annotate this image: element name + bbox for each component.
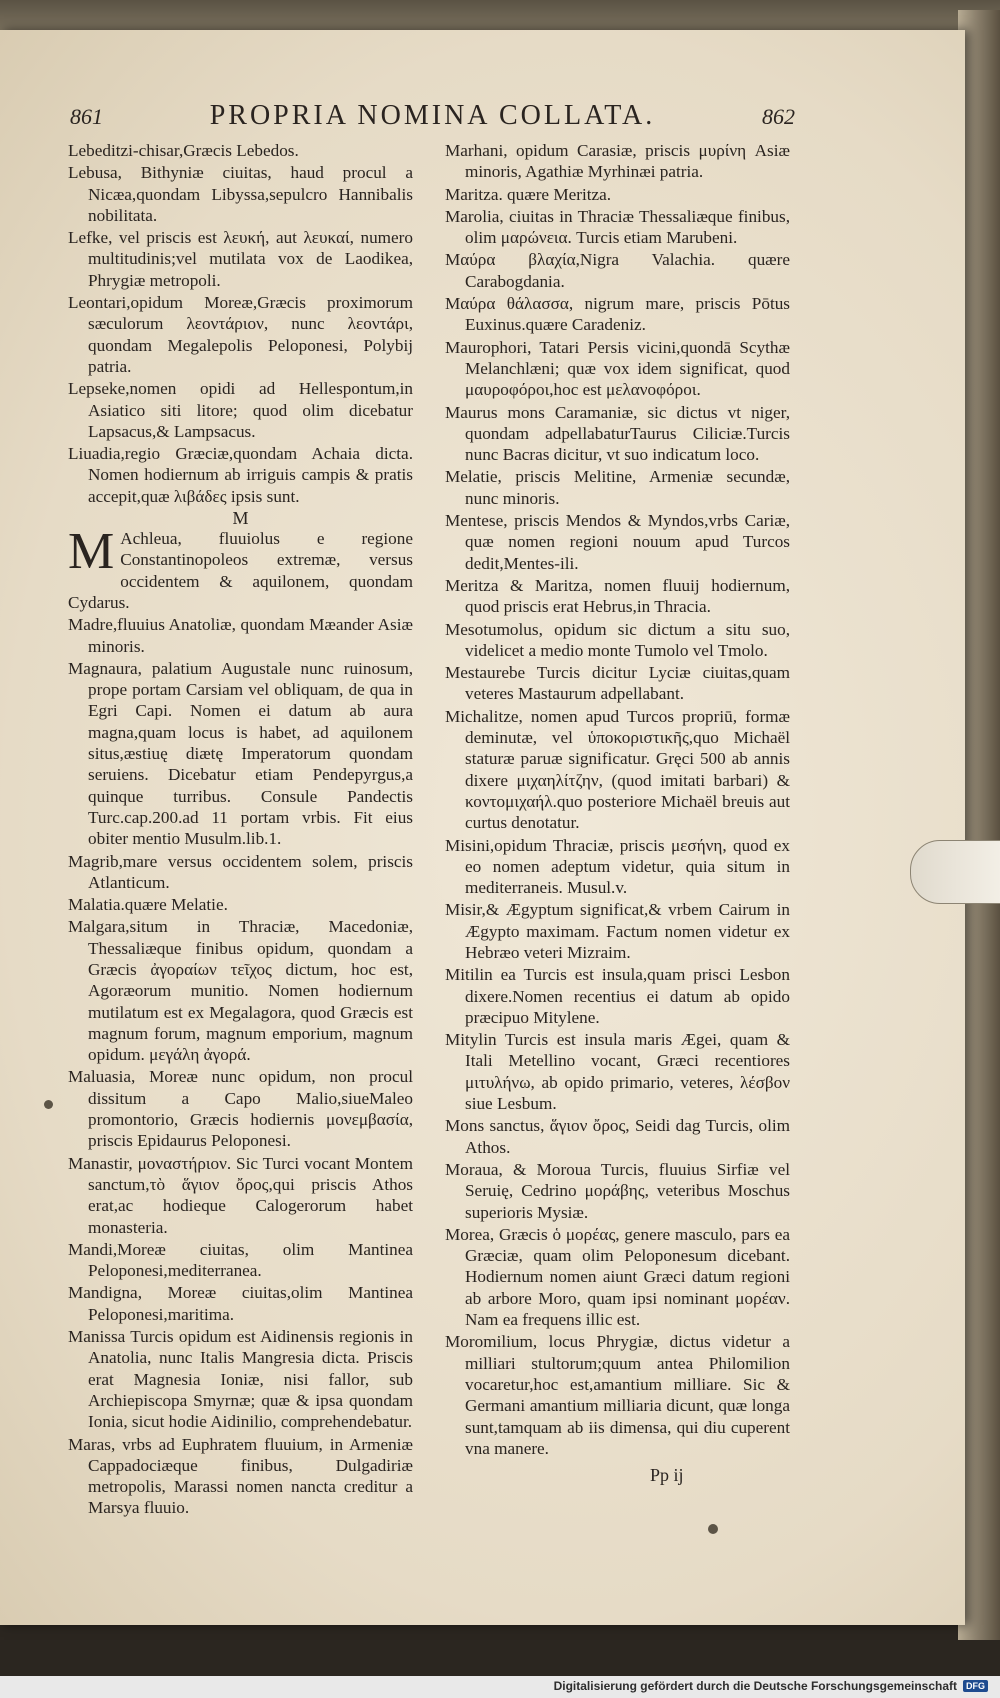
dictionary-entry: Leontari,opidum Moreæ,Græcis proximorum sæculorum λεοντάριον, nunc λεοντάρι, quondam Megalepolis Peloponesi, Polybij patria. (68, 293, 413, 376)
dictionary-entry: Marolia, ciuitas in Thraciæ Thessaliæque finibus, olim μαρώνεια. Turcis etiam Marubeni. (445, 206, 790, 248)
dictionary-entry: Mandigna, Moreæ ciuitas,olim Mantinea Peloponesi,maritima. (68, 1283, 413, 1324)
funding-text: Digitalisierung gefördert durch die Deutsche Forschungsgemeinschaft (553, 1679, 957, 1693)
dictionary-entry: Misini,opidum Thraciæ, priscis μεσήνη, quod ex eo nomen adeptum videtur, quia situm in mediterraneis. Musul.v. (445, 835, 790, 898)
page-number-right: 862 (761, 104, 795, 129)
dictionary-entry: Magrib,mare versus occidentem solem, priscis Atlanticum. (68, 851, 413, 892)
dictionary-entry: Meritza & Maritza, nomen fluuij hodiernum, quod priscis erat Hebrus,in Thracia. (445, 575, 790, 617)
scan-background-top (0, 0, 1000, 32)
paper-spot (44, 1100, 53, 1109)
dictionary-entry: Μαύρα βλαχία,Nigra Valachia. quære Carabogdania. (445, 250, 790, 291)
dictionary-entry: Mitylin Turcis est insula maris Ægei, quam & Itali Metellino vocant, Græci recentiores μιτυλήνω, ab opido primario, veteres, λέσβον siue Lesbum. (445, 1030, 790, 1114)
dictionary-entry: Morea, Græcis ὁ μορέας, genere masculo, pars ea Græciæ, quam olim Peloponesum dicebant. Hodiernum nomen aiunt Græci datum regioni ab arbore Moro, quam ipsi nominant μορέαν. Nam ea frequens illic est. (445, 1224, 790, 1330)
dictionary-entry: Lebusa, Bithyniæ ciuitas, haud procul a Nicæa,quondam Libyssa,sepulcro Hannibalis nobilitata. (68, 163, 413, 225)
dictionary-entry: Melatie, priscis Melitine, Armeniæ secundæ, nunc minoris. (445, 467, 790, 508)
dictionary-entry: Madre,fluuius Anatoliæ, quondam Mæander Asiæ minoris. (68, 615, 413, 656)
dictionary-entry: Μαύρα θάλασσα, nigrum mare, priscis Pōtus Euxinus.quære Caradeniz. (445, 294, 790, 335)
dictionary-entry: Michalitze, nomen apud Turcos propriū, formæ deminutæ, vel ὑποκοριστικῆς,quo Michaël staturæ paruæ significatur. Gręci 500 ab annis dixere μιχαηλίτζην, (quod imitati barbari) & κοντομιχαήλ.quo posteriore Michaël breuis aut curtus denotatur. (445, 706, 790, 833)
dictionary-entry: Mons sanctus, ἅγιον ὄρος, Seidi dag Turcis, olim Athos. (445, 1116, 790, 1157)
dictionary-entry: Mentese, priscis Mendos & Myndos,vrbs Cariæ, quæ nomen regioni nouum apud Turcos dedit,Mentes-ili. (445, 511, 790, 573)
dictionary-entry: Maurophori, Tatari Persis vicini,quondā Scythæ Melanchlæni; quæ vox idem significat, quod μαυροφόροι,hoc est μελανοφόροι. (445, 337, 790, 400)
dictionary-entry: Maluasia, Moreæ nunc opidum, non procul dissitum a Capo Malio,siueMaleo promontorio, Græcis hodiernis μονεμβασία, priscis Epidaurus Peloponesi. (68, 1067, 413, 1151)
entries-l-block (68, 140, 413, 507)
dictionary-entry: Lebeditzi-chisar,Græcis Lebedos. (68, 141, 299, 160)
page-number-left: 861 (70, 104, 103, 129)
left-column (68, 140, 413, 1520)
right-column (445, 140, 790, 1460)
dictionary-entry: Maras, vrbs ad Euphratem fluuium, in Armeniæ Cappadociæque finibus, Dulgadiriæ metropolis, Marassi nomen nancta creditur a Marsya fluuio. (68, 1434, 413, 1518)
dictionary-entry: Lepseke,nomen opidi ad Hellespontum,in Asiatico siti litore; quod olim dicebatur Lapsacus,& Lampsacus. (68, 379, 413, 441)
dictionary-entry: Manissa Turcis opidum est Aidinensis regionis in Anatolia, nunc Italis Mangresia dicta. Priscis erat Magnesia Ioniæ, nisi fallor, sub Archiepiscopa Smyrnæ; quæ & ipsa quondam Ionia, sicut hodie Aidinilio, comprehendebatur. (68, 1327, 413, 1432)
entries-m-block (68, 614, 413, 1518)
funding-notice (554, 1679, 988, 1693)
dictionary-entry: Moraua, & Moroua Turcis, fluuius Sirfiæ vel Seruię, Cedrino μοράβης, veteribus Moschus superioris Mysiæ. (445, 1159, 790, 1222)
drop-cap: M (68, 523, 115, 581)
dictionary-entry: Mesotumolus, opidum sic dictum a situ suo, videlicet a medio monte Tumolo vel Tmolo. (445, 619, 790, 660)
dictionary-entry: Marhani, opidum Carasiæ, priscis μυρίνη Asiæ minoris, Agathiæ Myrhinæi patria. (445, 141, 790, 182)
dictionary-entry: Mandi,Moreæ ciuitas, olim Mantinea Peloponesi,mediterranea. (68, 1239, 413, 1281)
signature-mark: Pp ij (650, 1465, 684, 1485)
dictionary-entry: Mitilin ea Turcis est insula,quam prisci Lesbon dixere.Nomen recentius ei datum ab opido præcipuo Mitylene. (445, 965, 790, 1027)
dictionary-entry: Manastir, μοναστήριον. Sic Turci vocant Montem sanctum,τὸ ἅγιον ὄρος,qui priscis Athos erat,ac hodieque Calogerorum habet monasteria. (68, 1153, 413, 1237)
dfg-logo: DFG (963, 1680, 988, 1692)
dictionary-entry: Liuadia,regio Græciæ,quondam Achaia dicta. Nomen hodiernum ab irriguis campis & pratis accepit,quæ λιβάδες ipsis sunt. (68, 444, 413, 506)
dictionary-entry: Maritza. quære Meritza. (445, 184, 612, 204)
dictionary-entry: Magnaura, palatium Augustale nunc ruinosum, prope portam Carsiam vel obliquam, de qua in Egri Capi. Nomen ei datum ab aura magna,quam locus is habet, ad aquilonem situs,æstiuę diætę Imperatorum quondam seruiens. Dicebatur etiam Pendepyrgus,a quinque turribus. Consule Pandectis Turc.cap.200.ad 11 portam vrbis. Fit eius obiter mentio Musulm.lib.1. (68, 658, 413, 849)
dictionary-entry: Maurus mons Caramaniæ, sic dictus vt niger, quondam adpellabaturTaurus Ciliciæ.Turcis nunc Bacras dicitur, vt suo indicatum loco. (445, 402, 790, 465)
paper-spot (708, 1524, 718, 1534)
footer-bar (0, 1676, 1000, 1698)
dictionary-entry: Malatia.quære Melatie. (68, 895, 228, 915)
dictionary-entry: Lefke, vel priscis est λευκή, aut λευκαί, numero multitudinis;vel mutilata vox de Laodikea, Phrygiæ metropoli. (68, 228, 413, 290)
dictionary-entry: Mestaurebe Turcis dicitur Lyciæ ciuitas,quam veteres Mastaurum adpellabant. (445, 663, 790, 704)
dictionary-entry: Misir,& Ægyptum significat,& vrbem Cairum in Ægypto maximam. Factum nomen videtur ex Hebræo veteri Mizraim. (445, 900, 790, 962)
drop-cap-entry-text: Achleua, fluuiolus e regione Constantinopoleos extremæ, versus occidentem & aquilonem, quondam Cydarus. (68, 529, 413, 612)
page-header (70, 100, 795, 136)
page-tab-marker (910, 840, 1000, 904)
running-title: PROPRIA NOMINA COLLATA. (209, 100, 656, 131)
dictionary-entry: Moromilium, locus Phrygiæ, dictus videtur a milliari stultorum;quum antea Philomilion vocaretur,hoc est,amantium milliare. Sic & Germani amantium milliaria dicunt, quæ longa sunt,tamquam ab iis dimensa, qui diu cuperent vna manere. (445, 1332, 790, 1458)
section-heading-letter: M (232, 508, 249, 529)
dictionary-entry: Malgara,situm in Thraciæ, Macedoniæ, Thessaliæque finibus opidum, quondam a Græcis ἀγοραίων τεῖχος dictum, hoc est, Agoræorum munitio. Nomen hodiernum mutilatum est ex Megalagora, quod Græcis est magnum forum, magnum emporium, magnum opidum. μεγάλη ἀγορά. (68, 917, 413, 1065)
dictionary-entry-dropcap (68, 523, 413, 613)
